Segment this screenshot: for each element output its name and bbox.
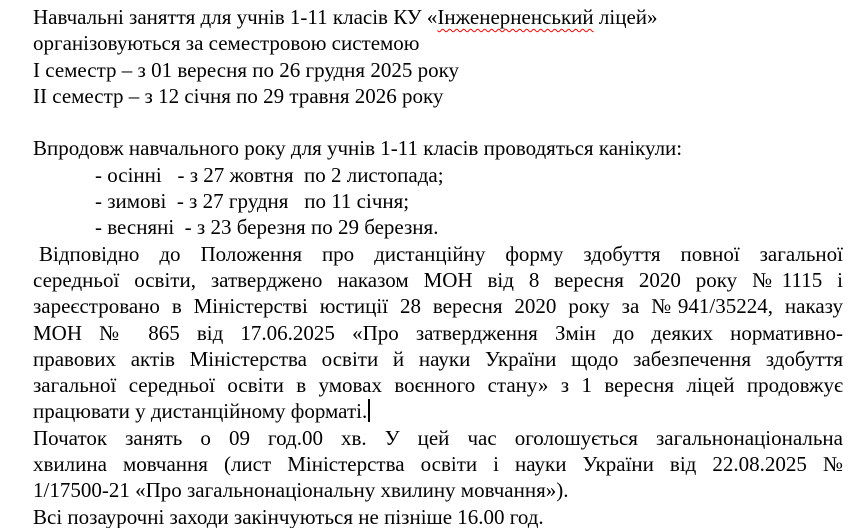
paragraph-line[interactable]: хвилина мовчання (лист Міністерства освіти і науки України від 22.08.2025 № [33, 452, 843, 477]
vacation-spring-line[interactable]: - весняні - з 23 березня по 29 березня. [95, 215, 439, 240]
start-time-paragraph[interactable] [33, 425, 843, 504]
paragraph-line[interactable]: 1/17500-21 «Про загальнонаціональну хвилину мовчання»). [33, 478, 569, 503]
semester1-line[interactable]: І семестр – з 01 вересня по 26 грудня 2025 року [33, 57, 459, 82]
paragraph-line[interactable]: правових актів Міністерства освіти й науки України щодо забезпечення здобуття [33, 346, 843, 371]
vacation-autumn-line[interactable]: - осінні - з 27 жовтня по 2 листопада; [95, 162, 444, 187]
vacations-intro-line[interactable]: Впродовж навчального року для учнів 1-11 класів проводяться канікули: [33, 136, 683, 161]
semester-system-line[interactable]: організовуються за семестровою системою [33, 31, 420, 56]
vacation-winter-line[interactable]: - зимові - з 27 грудня по 11 січня; [95, 189, 410, 214]
paragraph-line-text: працювати у дистанційному форматі. [33, 399, 368, 424]
title-text-after: ліцей» [593, 5, 658, 29]
paragraph-line[interactable]: загальної середньої освіти в умовах воєнного стану» з 1 вересня ліцей продовжує [33, 373, 843, 398]
text-cursor [368, 399, 370, 422]
paragraph-line[interactable]: Початок занять о 09 год.00 хв. У цей час оголошується загальнонаціональна [33, 425, 843, 450]
semester2-line[interactable]: ІІ семестр – з 12 січня по 29 травня 2026 року [33, 83, 444, 108]
paragraph-line[interactable]: середньої освіти, затверджено наказом МОН від 8 вересня 2020 року №1115 і [33, 267, 843, 292]
paragraph-line[interactable]: зареєстровано в Міністерстві юстиції 28 вересня 2020 року за №941/35224, наказу [33, 294, 843, 319]
distance-learning-paragraph[interactable] [33, 241, 843, 425]
empty-line[interactable] [33, 109, 843, 135]
paragraph-line[interactable]: МОН № 865 від 17.06.2025 «Про затвердження Змін до деяких нормативно- [33, 320, 843, 345]
paragraph-line[interactable] [33, 398, 843, 424]
misspelled-word[interactable]: Інженерненський [437, 5, 594, 29]
paragraph-line[interactable]: Відповідно до Положення про дистанційну форму здобуття повної загальної [39, 241, 843, 266]
closing-line[interactable]: Всі позаурочні заходи закінчуються не пізніше 16.00 год. [33, 504, 544, 528]
title-paragraph[interactable] [33, 4, 843, 30]
title-text-before: Навчальні заняття для учнів 1-11 класів КУ « [33, 5, 438, 29]
